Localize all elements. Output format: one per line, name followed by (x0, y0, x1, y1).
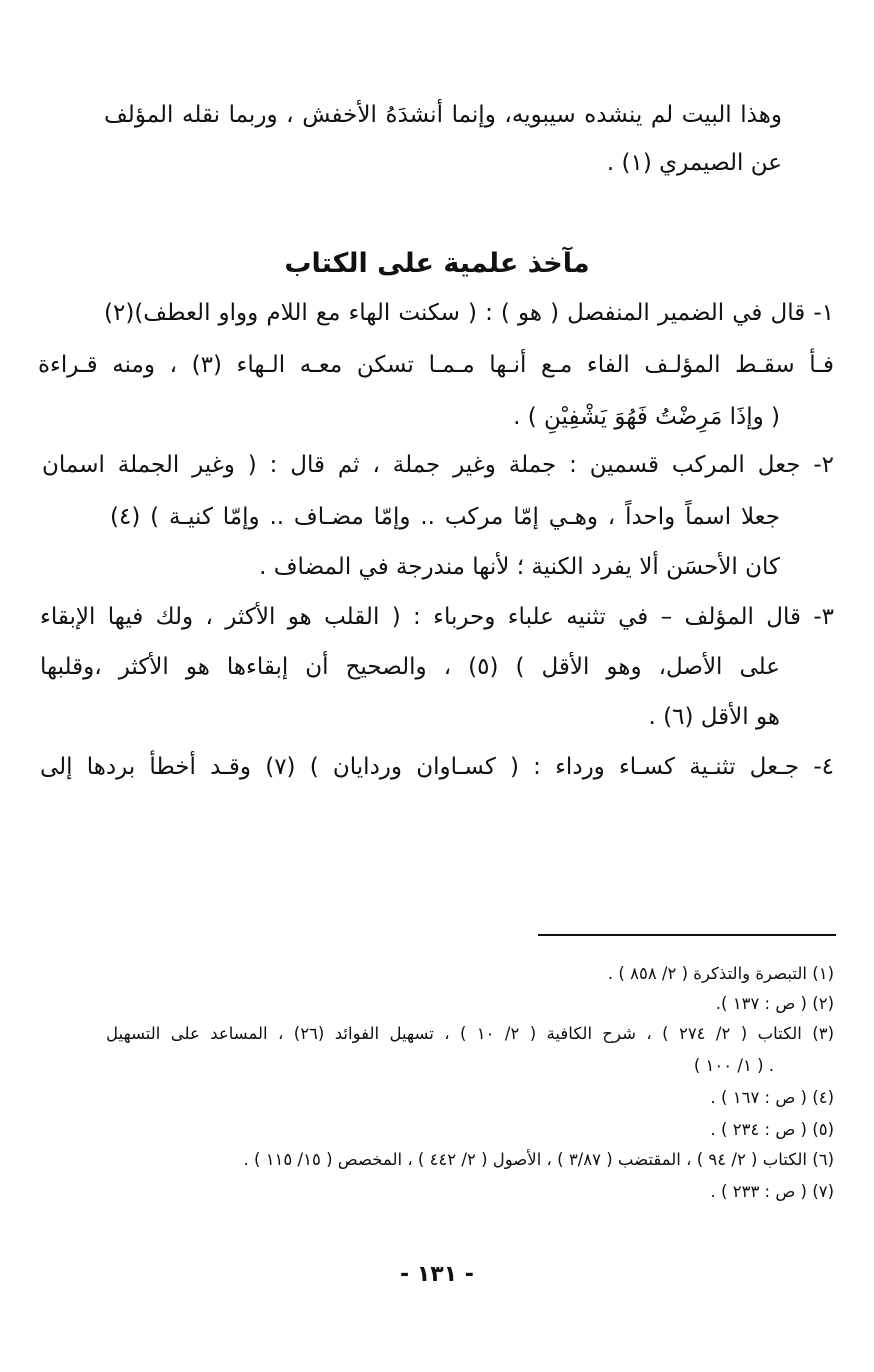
item-1-line-1: ١- قال في الضمير المنفصل ( هو ) : ( سكنت الهاء مع اللام وواو العطف)(٢) (104, 300, 834, 326)
item-3-line-1: ٣- قال المؤلف – في تثنيه علباء وحرباء : ( القلب هو الأكثر ، ولك فيها الإبقاء (40, 604, 834, 630)
footnote-3: (٣) الكتاب ( ٢/ ٢٧٤ ) ، شرح الكافية ( ٢/ ١٠ ) ، تسهيل الفوائد (٢٦) ، المساعد على التسهيل (106, 1024, 834, 1043)
intro-line-2: عن الصيمري (١) . (606, 150, 782, 176)
item-4-line-1: ٤- جـعل تثنـية كسـاء ورداء : ( كسـاوان وردايان ) (٧) وقـد أخطأ بردها إلى (40, 754, 835, 780)
item-1-line-2: فـأ سقـط المؤلـف الفاء مـع أنـها مـمـا تسكن معـه الـهاء (٣) ، ومنه قـراءة (38, 352, 834, 378)
footnote-2: (٢) ( ص : ١٣٧ ). (715, 994, 834, 1013)
section-heading: مآخذ علمية على الكتاب (284, 248, 590, 279)
item-3-line-3: هو الأقل (٦) . (648, 704, 780, 730)
intro-line-1: وهذا البيت لم ينشده سيبويه، وإنما أنشدَهُ الأخفش ، وربما نقله المؤلف (104, 102, 782, 128)
item-3-line-2: على الأصل، وهو الأقل ) (٥) ، والصحيح أن إبقاءها هو الأكثر ،وقلبها (40, 654, 780, 680)
page-number: - ١٣١ - (400, 1262, 474, 1287)
footnote-divider (538, 934, 836, 936)
footnote-6: (٦) الكتاب ( ٢/ ٩٤ ) ، المقتضب ( ٣/٨٧ ) ، الأصول ( ٢/ ٤٤٢ ) ، المخصص ( ١٥/ ١١٥ ) . (243, 1150, 834, 1169)
footnote-4: (٤) ( ص : ١٦٧ ) . (710, 1088, 834, 1107)
footnote-1: (١) التبصرة والتذكرة ( ٢/ ٨٥٨ ) . (607, 964, 834, 983)
item-2-line-1: ٢- جعل المركب قسمين : جملة وغير جملة ، ثم قال : ( وغير الجملة اسمان (42, 452, 834, 478)
item-2-line-2: جعلا اسماً واحداً ، وهـي إمّا مركب .. وإمّا مضـاف .. وإمّا كنيـة ) (٤) (110, 504, 780, 530)
footnote-5: (٥) ( ص : ٢٣٤ ) . (710, 1120, 834, 1139)
footnote-3-continued: ( ١/ ١٠٠ ) . (693, 1056, 774, 1075)
item-1-line-3: ( وإذَا مَرِضْتُ فَهُوَ يَشْفِيْنِ ) . (513, 404, 780, 430)
footnote-7: (٧) ( ص : ٢٣٣ ) . (710, 1182, 834, 1201)
item-2-line-3: كان الأحسَن ألا يفرد الكنية ؛ لأنها مندرجة في المضاف . (259, 554, 780, 580)
